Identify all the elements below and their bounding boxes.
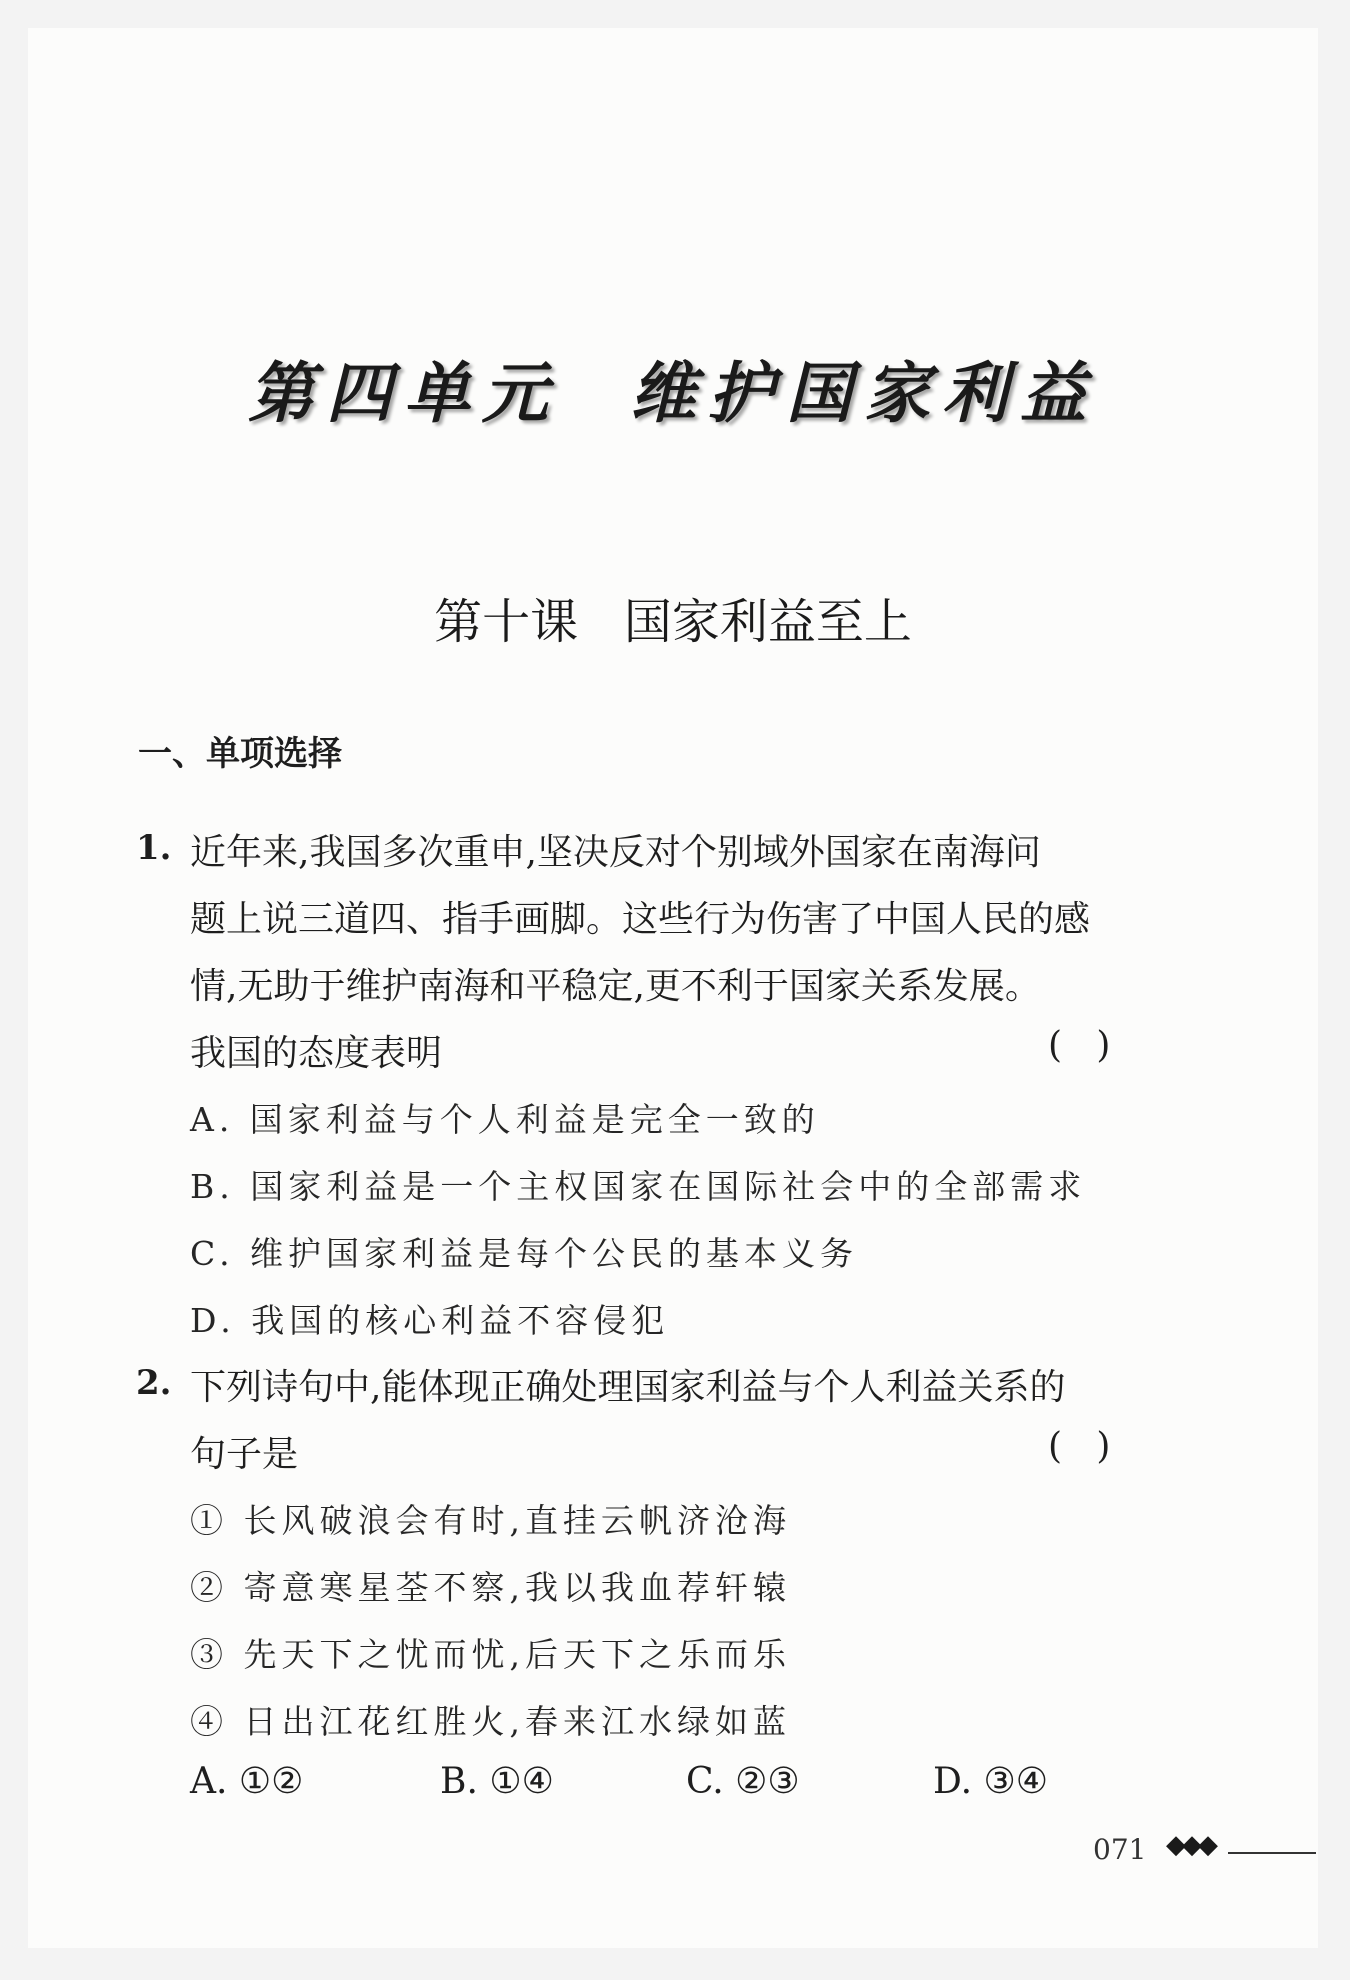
question-1-line: 近年来,我国多次重申,坚决反对个别域外国家在南海问 [190, 832, 1041, 873]
question-1-line: 情,无助于维护南海和平稳定,更不利于国家关系发展。 [190, 966, 1041, 1007]
question-1-option-d: D. 我国的核心利益不容侵犯 [190, 1301, 670, 1340]
footer-rule [1228, 1852, 1316, 1854]
question-2-line: 下列诗句中,能体现正确处理国家利益与个人利益关系的 [190, 1367, 1066, 1408]
question-1-line: 我国的态度表明 [190, 1033, 443, 1074]
textbook-page [28, 28, 1318, 1948]
page-number: 071 [1093, 1833, 1147, 1866]
question-2-statement-1: ① 长风破浪会有时,直挂云帆济沧海 [190, 1501, 791, 1540]
question-1-option-b: B. 国家利益是一个主权国家在国际社会中的全部需求 [190, 1167, 1087, 1206]
question-1-option-a: A. 国家利益与个人利益是完全一致的 [190, 1100, 820, 1139]
question-2-answer-blank[interactable]: ( ) [1048, 1426, 1111, 1467]
question-2-line: 句子是 [190, 1434, 299, 1475]
question-2-number: 2. [136, 1363, 172, 1403]
question-1-number: 1. [136, 828, 172, 868]
section-title: 一、单项选择 [138, 734, 342, 774]
question-1-option-c: C. 维护国家利益是每个公民的基本义务 [190, 1234, 859, 1273]
diamond-ornament-icon: ◆◆◆ [1166, 1830, 1214, 1860]
question-2-choice-a: A. ①② [190, 1761, 304, 1802]
unit-title: 第四单元 维护国家利益 [248, 354, 1098, 432]
question-2-statement-3: ③ 先天下之忧而忧,后天下之乐而乐 [190, 1635, 791, 1674]
question-1-line: 题上说三道四、指手画脚。这些行为伤害了中国人民的感 [190, 899, 1091, 940]
question-1-answer-blank[interactable]: ( ) [1048, 1025, 1111, 1066]
question-2-statement-2: ② 寄意寒星荃不察,我以我血荐轩辕 [190, 1568, 791, 1607]
question-2-choice-d: D. ③④ [933, 1761, 1049, 1802]
question-2-statement-4: ④ 日出江花红胜火,春来江水绿如蓝 [190, 1702, 791, 1741]
lesson-title: 第十课 国家利益至上 [434, 594, 912, 650]
question-2-choice-c: C. ②③ [686, 1761, 800, 1802]
question-2-choice-b: B. ①④ [440, 1761, 554, 1802]
